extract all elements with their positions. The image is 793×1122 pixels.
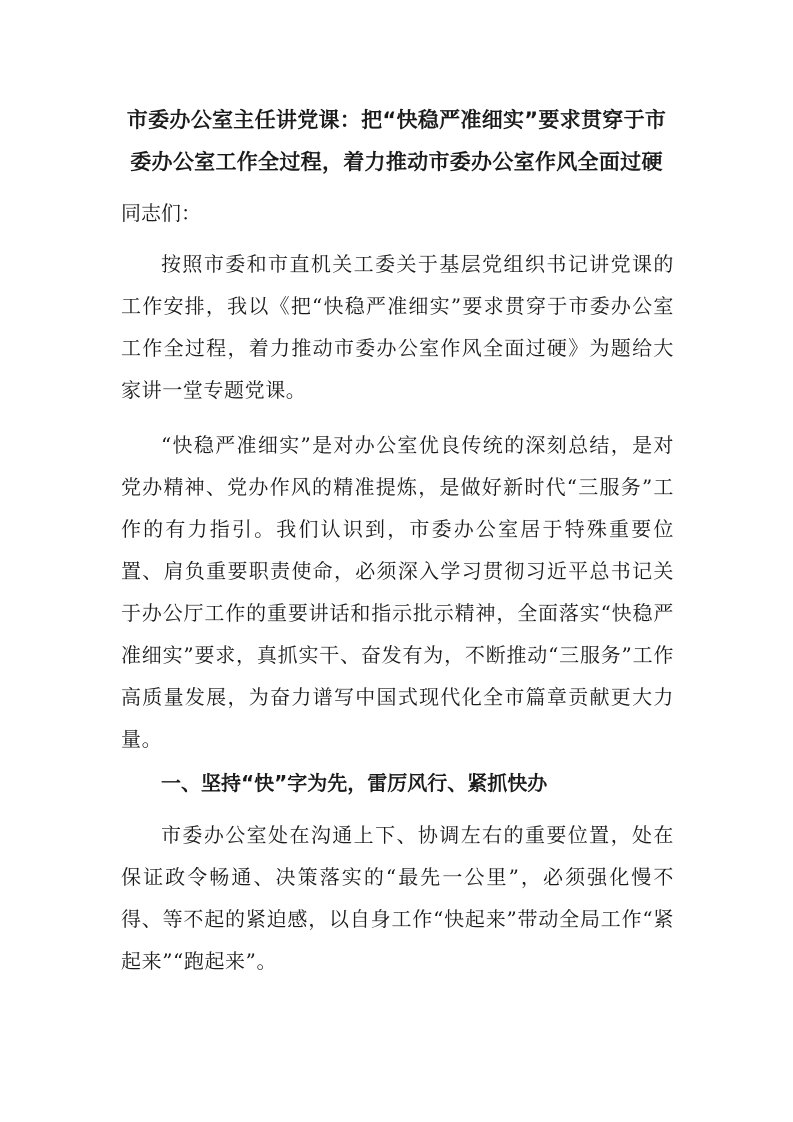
document-title-line-2: 委办公室工作全过程，着力推动市委办公室作风全面过硬 (130, 150, 663, 174)
paragraph-intro: 按照市委和市直机关工委关于基层党组织书记讲党课的工作安排，我以《把“快稳严准细实”要求贯穿于市委办公室工作全过程，着力推动市委办公室作风全面过硬》为题给大家讲一堂专题党课。 (121, 252, 674, 402)
section-paragraph-1: 市委办公室处在沟通上下、协调左右的重要位置，处在保证政令畅通、决策落实的“最先一公里”，必须强化慢不得、等不起的紧迫感，以自身工作“快起来”带动全局工作“紧起来”“跑起来”。 (121, 823, 674, 973)
paragraph-background: “快稳严准细实”是对办公室优良传统的深刻总结，是对党办精神、党办作风的精准提炼，是做好新时代“三服务”工作的有力指引。我们认识到，市委办公室居于特殊重要位置、肩负重要职责使命，必须深入学习贯彻习近平总书记关于办公厅工作的重要讲话和指示批示精神，全面落实“快稳严准细实”要求，真抓实干、奋发有为，不断推动“三服务”工作高质量发展，为奋力谱写中国式现代化全市篇章贡献更大力量。 (121, 433, 674, 751)
salutation: 同志们： (121, 201, 201, 225)
document-title-line-1: 市委办公室主任讲党课：把“快稳严准细实”要求贯穿于市 (126, 108, 667, 132)
section-heading-1: 一、坚持“快”字为先，雷厉风行、紧抓快办 (161, 771, 548, 795)
